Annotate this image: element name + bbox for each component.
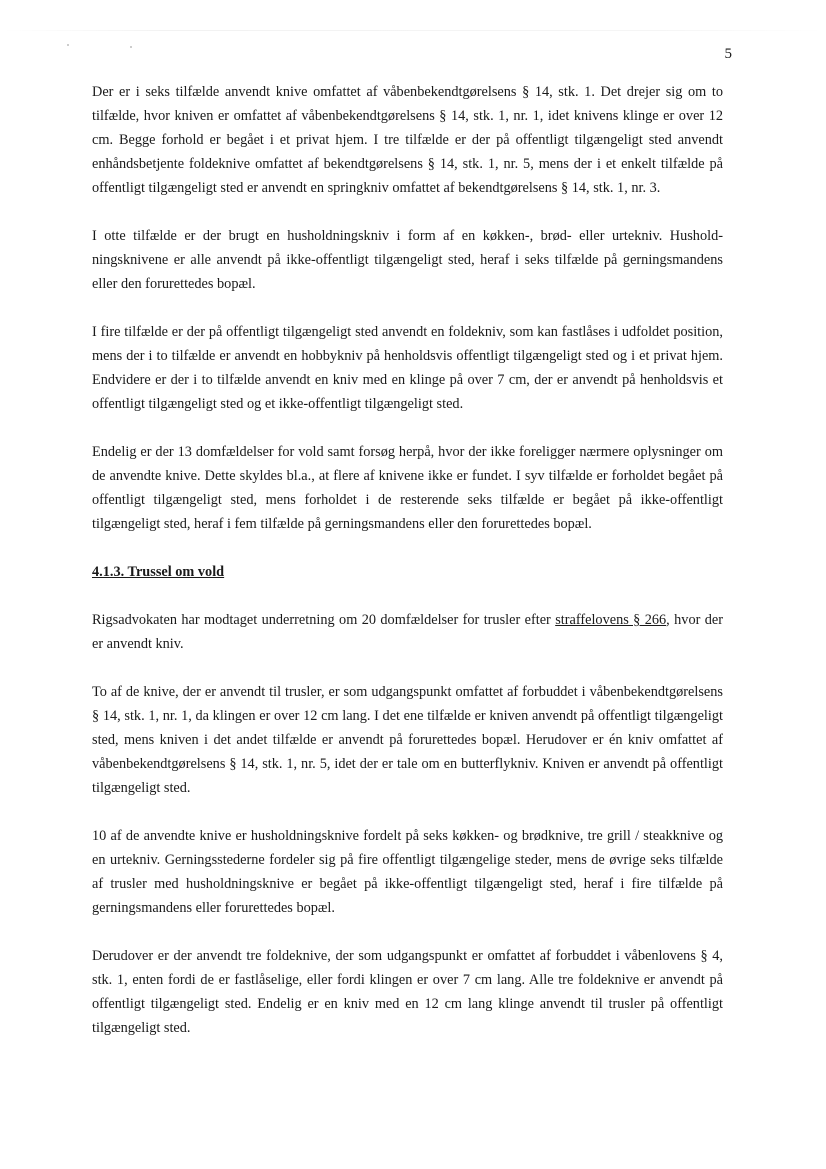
page-number: 5 bbox=[724, 46, 732, 62]
paragraph-folding-knives: I fire tilfælde er der på offentligt tilgængeligt sted anvendt en foldekniv, som kan fastlåses i udfoldet position, mens der i to tilfælde er anvendt en hobbykniv på henholdsvis offentligt tilgængeligt sted og i et privat hjem. Endvidere er der i to tilfælde anvendt en kniv med en klinge på over 7 cm, der er anvendt på henholdsvis et offentligt tilgængeligt sted og et ikke-offentligt tilgængeligt sted. bbox=[92, 324, 723, 412]
section-heading: 4.1.3. Trussel om vold bbox=[92, 564, 225, 580]
paragraph-household-knives: I otte tilfælde er der brugt en husholdningskniv i form af en køkken-, brød- eller urtekniv. Husholdningsknivene er alle anvendt på ikke-offentligt tilgængeligt sted, heraf i seks tilfælde på gerningsmandens eller den forurettedes bopæl. bbox=[92, 228, 723, 292]
penal-code-link[interactable]: straffelovens § 266 bbox=[555, 612, 667, 628]
scan-artifact-line bbox=[0, 30, 826, 31]
document-body bbox=[92, 80, 723, 1064]
paragraph-threats-intro bbox=[92, 608, 723, 656]
threats-intro-text-before: Rigsadvokaten har modtaget underretning om 20 domfældelser for trusler efter bbox=[92, 612, 556, 628]
scan-artifact-dot bbox=[67, 44, 69, 46]
paragraph-knives-weapons-order: Der er i seks tilfælde anvendt knive omfattet af våbenbekendtgørelsens § 14, stk. 1. Det drejer sig om to tilfælde, hvor kniven er omfattet af våbenbekendtgørelsens § 14, stk. 1, nr. 1, idet knivens klinge er over 12 cm. Begge forhold er begået i et privat hjem. I tre tilfælde er der på offentligt tilgængeligt sted anvendt enhåndsbetjente foldeknive omfattet af bekendtgørelsens § 14, stk. 1, nr. 5, mens der i et enkelt tilfælde på offentligt tilgængeligt sted er anvendt en springkniv omfattet af bekendtgørelsens § 14, stk. 1, nr. 3. bbox=[92, 84, 723, 196]
scan-artifact-dot bbox=[130, 46, 132, 48]
threats-intro-text-after: , hvor der er anvendt kniv. bbox=[92, 612, 723, 652]
paragraph-unknown-knives: Endelig er der 13 domfældelser for vold samt forsøg herpå, hvor der ikke foreligger nærmere oplysninger om de anvendte knive. Dette skyldes bl.a., at flere af knivene ikke er fundet. I syv tilfælde er forholdet begået på offentligt tilgængeligt sted, mens forholdet i de resterende seks tilfælde er begået på ikke-offentligt tilgængeligt sted, heraf i fem tilfælde på gerningsmandens eller den forurettedes bopæl. bbox=[92, 444, 723, 532]
paragraph-threat-folding-knives: Derudover er der anvendt tre foldeknive, der som udgangspunkt er omfattet af forbuddet i våbenlovens § 4, stk. 1, enten fordi de er fastlåselige, eller fordi klingen er over 7 cm lang. Alle tre foldeknive er anvendt på offentligt tilgængeligt sted. Endelig er en kniv med en 12 cm lang klinge anvendt til trusler på offentligt tilgængeligt sted. bbox=[92, 948, 723, 1036]
paragraph-threat-household-knives: 10 af de anvendte knive er husholdningsknive fordelt på seks køkken- og brødknive, tre grill / steakknive og en urtekniv. Gerningsstederne fordeler sig på fire offentligt tilgængelige steder, mens de øvrige seks tilfælde af trusler med husholdningsknive er begået på ikke-offentligt tilgængeligt sted, heraf i fire tilfælde på gerningsmandens eller forurettedes bopæl. bbox=[92, 828, 723, 916]
paragraph-threat-knives-weapons-order: To af de knive, der er anvendt til trusler, er som udgangspunkt omfattet af forbuddet i våbenbekendtgørelsens § 14, stk. 1, nr. 1, da klingen er over 12 cm lang. I det ene tilfælde er kniven anvendt på offentligt tilgængeligt sted, mens kniven i det andet tilfælde er anvendt på forurettedes bopæl. Herudover er én kniv omfattet af våbenbekendtgørelsens § 14, stk. 1, nr. 5, idet der er tale om en butterflykniv. Kniven er anvendt på offentligt tilgængeligt sted. bbox=[92, 684, 723, 796]
